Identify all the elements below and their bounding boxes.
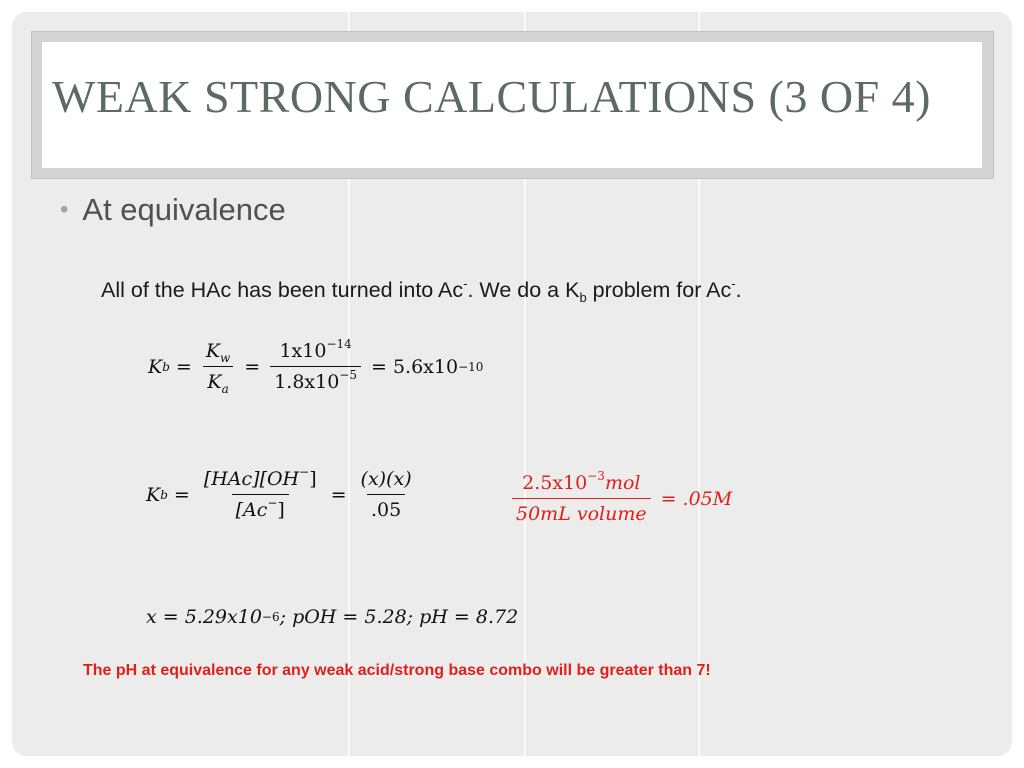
intro-part: .	[735, 278, 742, 302]
conclusion-note: The pH at equivalence for any weak acid/strong base combo will be greater than 7!	[83, 662, 711, 679]
math-value: .05M	[682, 487, 733, 510]
equals-sign: =	[173, 483, 190, 506]
math-exponent: −	[299, 465, 310, 479]
math-subscript: w	[220, 351, 231, 365]
fraction	[357, 468, 416, 521]
math-symbol: K	[205, 340, 221, 362]
fraction-denominator: 50mL volume	[512, 498, 651, 525]
equals-sign: =	[244, 355, 261, 378]
math-exponent: −14	[326, 337, 352, 351]
equals-sign: =	[175, 355, 192, 378]
fraction-numerator	[202, 340, 234, 366]
math-symbol: K	[146, 483, 161, 506]
math-value: 5.6x10	[392, 355, 459, 378]
solution-equation: x = 5.29x10 −6 ; pOH = 5.28; pH = 8.72	[146, 606, 519, 628]
fraction	[202, 340, 234, 396]
math-symbol: K	[207, 371, 222, 393]
math-unit: mol	[604, 472, 641, 494]
equals-sign: =	[330, 483, 347, 506]
intro-part: . We do a K	[467, 278, 580, 302]
fraction-numerator	[275, 337, 355, 366]
math-symbol: ]	[309, 468, 317, 490]
math-text: x = 5.29x10	[146, 606, 262, 628]
intro-subscript: b	[579, 290, 587, 305]
slide-title: WEAK STRONG CALCULATIONS (3 OF 4)	[52, 71, 931, 122]
kb-ratio-equation: K b = $\frac{K_w}{K_a}$ = $\frac{1x10^{-14}}{1.8x10^{-5}}$ = 5.6x10 −10	[148, 337, 484, 396]
math-symbol: K	[148, 355, 163, 378]
math-exponent: −5	[339, 368, 358, 382]
fraction	[270, 337, 361, 393]
fraction-denominator: .05	[367, 494, 405, 521]
intro-part: problem for Ac	[586, 278, 732, 302]
intro-superscript: -	[731, 276, 736, 291]
bullet-item	[60, 192, 286, 228]
fraction	[200, 465, 321, 521]
bullet-text: At equivalence	[82, 192, 286, 227]
math-symbol: ]	[277, 499, 285, 521]
fraction-numerator	[200, 465, 321, 494]
math-subscript: a	[221, 382, 229, 396]
math-value: 2.5x10	[522, 472, 588, 494]
kb-expression-equation: K b = $\frac{[HAc][OH^-]}{[Ac^-]}$ = $\frac{(x)(x)}{.05}$	[146, 468, 420, 521]
math-symbol: [HAc][OH	[203, 468, 300, 490]
fraction	[512, 469, 651, 525]
intro-text	[101, 278, 742, 303]
fraction-denominator	[203, 366, 232, 396]
math-text: ; pOH = 5.28; pH = 8.72	[279, 606, 519, 628]
math-value: 1.8x10	[274, 371, 340, 393]
equals-sign: =	[371, 355, 387, 378]
bullet-dot-icon: •	[60, 196, 69, 223]
fraction-denominator	[270, 366, 361, 393]
math-exponent: −3	[587, 469, 605, 483]
equals-sign: =	[660, 487, 677, 510]
math-value: 1x10	[279, 340, 327, 362]
intro-part: All of the HAc has been turned into Ac	[101, 278, 464, 302]
math-symbol: [Ac	[235, 499, 268, 521]
fraction-numerator	[518, 469, 644, 498]
math-exponent: −	[267, 496, 278, 510]
fraction-denominator	[232, 494, 289, 521]
fraction-numerator: (x)(x)	[360, 468, 412, 490]
concentration-equation	[508, 469, 733, 525]
intro-superscript: -	[463, 276, 468, 291]
